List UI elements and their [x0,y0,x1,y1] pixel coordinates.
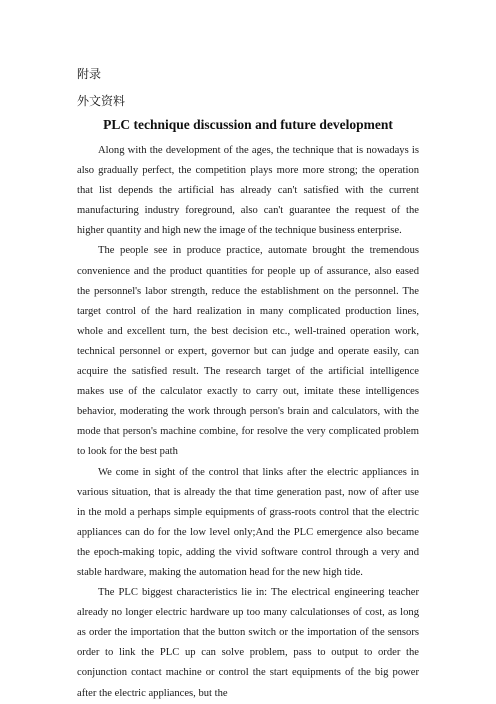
section-heading: 外文资料 [77,94,126,108]
paragraph-3: We come in sight of the control that links after the electric appliances in various situation, that is already the that time generation past, now of after use in the mold a perhaps simple equipments of grass-roots control that the electric appliances can do for the low level only;And the PLC emergence also became the epoch-making topic, adding the vivid software control through a very and stable hardware, making the automation head for the new high tide. [77,466,419,578]
paragraph-1: Along with the development of the ages, the technique that is nowadays is also gradually perfect, the competition plays more more strong; the operation that list depends the artificial has already can't satisfied with the current manufacturing industry foreground, also can't guarantee the request of the higher quantity and high new the image of the technique business enterprise. [77,145,419,237]
body-text [77,141,419,704]
paragraph-4: The PLC biggest characteristics lie in: The electrical engineering teacher already no longer electric hardware up too many calculationses of cost, as long as order the importation that the button switch or the importation of the sensors order to link the PLC up can solve problem, pass to output to order the conjunction contact machine or control the start equipments of the big power after the electric appliances, but the [77,587,419,699]
document-title: PLC technique discussion and future development [103,117,393,132]
appendix-heading: 附录 [77,67,102,81]
paragraph-2: The people see in produce practice, automate brought the tremendous convenience and the product quantities for people up of assurance, also eased the personnel's labor strength, reduce the establishment on the personnel. The target control of the hard realization in many complicated production lines, whole and excellent turn, the best decision etc., well-trained operation work, technical personnel or expert, governor but can judge and operate easily, can acquire the satisfied result. The research target of the artificial intelligence makes use of the calculator exactly to carry out, imitate these intelligences behavior, moderating the work through person's brain and calculators, with the mode that person's machine combine, for resolve the very complicated problem to look for the best path [77,245,419,458]
